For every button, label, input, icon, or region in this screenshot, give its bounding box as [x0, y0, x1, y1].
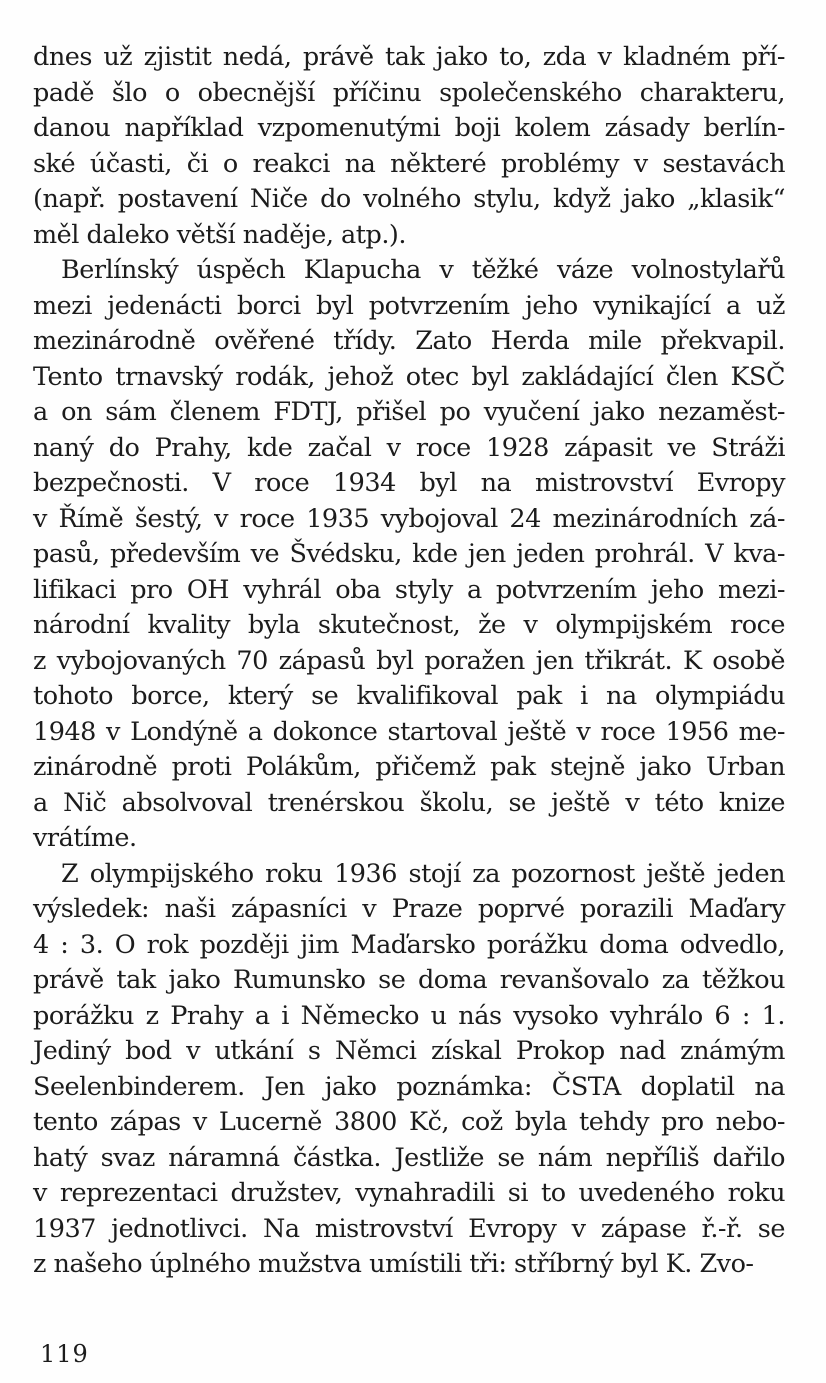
paragraph-3	[33, 857, 785, 1283]
text-line: pasů, především ve Švédsku, kde jen jeden prohrál. V kva-	[33, 539, 785, 569]
text-line: dnes už zjistit nedá, právě tak jako to, zda v kladném pří-	[33, 42, 785, 72]
text-line: výsledek: naši zápasníci v Praze poprvé porazili Maďary	[33, 894, 785, 924]
text-line: Berlínský úspěch Klapucha v těžké váze volnostylařů	[61, 255, 785, 285]
text-line: a on sám členem FDTJ, přišel po vyučení jako nezaměst-	[33, 397, 785, 427]
text-line: Jediný bod v utkání s Němci získal Prokop nad známým	[33, 1036, 785, 1066]
text-line: padě šlo o obecnější příčinu společenského charakteru,	[33, 77, 785, 108]
text-line: mezi jedenácti borci byl potvrzením jeho vynikající a už	[33, 290, 785, 321]
text-line: naný do Prahy, kde začal v roce 1928 zápasit ve Stráži	[33, 432, 785, 463]
paragraph-1	[33, 40, 785, 253]
text-line: právě tak jako Rumunsko se doma revanšovalo za těžkou	[33, 965, 785, 995]
text-line: tento zápas v Lucerně 3800 Kč, což byla tehdy pro nebo-	[33, 1107, 785, 1137]
text-line: v reprezentaci družstev, vynahradili si to uvedeného roku	[33, 1178, 785, 1208]
page-number: 119	[40, 1340, 89, 1368]
text-line: Seelenbinderem. Jen jako poznámka: ČSTA doplatil na	[33, 1071, 785, 1102]
text-line: zinárodně proti Polákům, přičemž pak stejně jako Urban	[33, 752, 785, 782]
text-line: z našeho úplného mužstva umístili tři: stříbrný byl K. Zvo-	[33, 1249, 754, 1279]
text-line: v Římě šestý, v roce 1935 vybojoval 24 mezinárodních zá-	[33, 503, 785, 534]
text-line: Z olympijského roku 1936 stojí za pozornost ještě jeden	[61, 858, 785, 889]
text-line: vrátíme.	[33, 823, 137, 853]
text-line: národní kvality byla skutečnost, že v olympijském roce	[33, 610, 785, 640]
body-text	[33, 40, 785, 1283]
text-line: 1948 v Londýně a dokonce startoval ještě v roce 1956 me-	[33, 716, 785, 747]
text-line: (např. postavení Niče do volného stylu, když jako „klasik“	[33, 184, 785, 214]
paragraph-2	[33, 253, 785, 857]
text-line: bezpečnosti. V roce 1934 byl na mistrovství Evropy	[33, 468, 785, 498]
text-line: 4 : 3. O rok později jim Maďarsko porážku doma odvedlo,	[33, 929, 785, 960]
text-line: tohoto borce, který se kvalifikoval pak i na olympiádu	[33, 681, 785, 711]
text-line: z vybojovaných 70 zápasů byl poražen jen třikrát. K osobě	[33, 645, 785, 676]
text-line: mezinárodně ověřené třídy. Zato Herda mile překvapil.	[33, 326, 785, 356]
text-line: hatý svaz náramná částka. Jestliže se nám nepříliš dařilo	[33, 1142, 785, 1173]
text-line: 1937 jednotlivci. Na mistrovství Evropy v zápase ř.-ř. se	[33, 1213, 785, 1244]
text-line: ské účasti, či o reakci na některé problémy v sestavách	[33, 148, 785, 179]
text-line: měl daleko větší naděje, atp.).	[33, 219, 406, 250]
text-line: lifikaci pro OH vyhrál oba styly a potvrzením jeho mezi-	[33, 574, 785, 605]
text-line: Tento trnavský rodák, jehož otec byl zakládající člen KSČ	[33, 361, 785, 392]
text-line: porážku z Prahy a i Německo u nás vysoko vyhrálo 6 : 1.	[33, 1000, 785, 1031]
text-line: danou například vzpomenutými boji kolem zásady berlín-	[33, 113, 785, 143]
text-line: a Nič absolvoval trenérskou školu, se ještě v této knize	[33, 787, 785, 818]
